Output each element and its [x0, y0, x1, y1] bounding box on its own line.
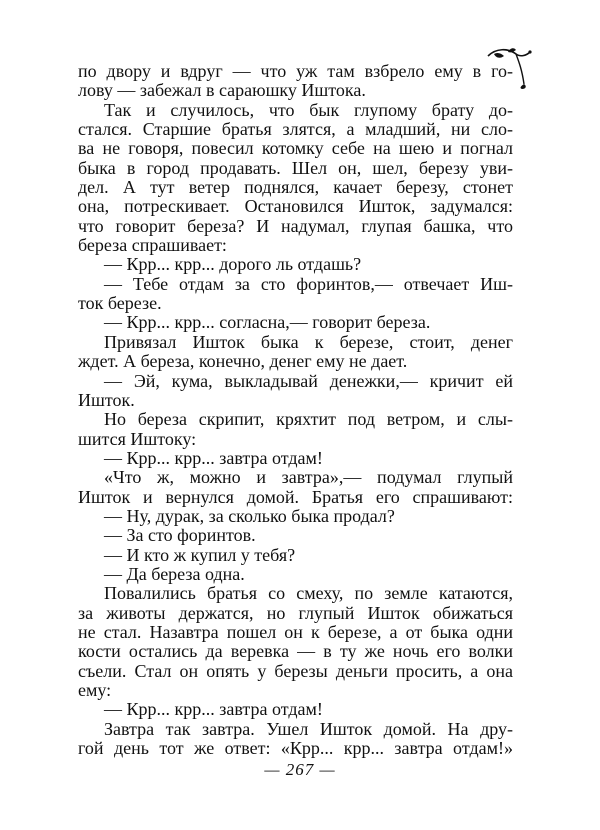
text-line: — Ну, дурак, за сколько быка продал?	[104, 505, 395, 526]
text-line: ток березе.	[78, 293, 162, 314]
text-line: — За сто форинтов.	[104, 525, 256, 546]
text-line: — Крр... крр... завтра отдам!	[104, 447, 323, 468]
text-line: по двору и вдруг — что уж там взбрело ему в го-	[78, 61, 513, 81]
text-line: ему:	[78, 680, 112, 700]
text-line: дел. А тут ветер поднялся, качает березу, стонет	[78, 177, 513, 198]
text-line: — Крр... крр... дорого ль отдашь?	[104, 254, 362, 275]
text-line: Ишток.	[78, 389, 135, 410]
text-line: — Да береза одна.	[104, 563, 245, 584]
text-line: ва не говоря, повесил котомку себе на шею и погнал	[78, 138, 513, 159]
text-line: — Эй, кума, выкладывай денежки,— кричит ей	[104, 370, 513, 391]
text-line: «Что ж, можно и завтра»,— подумал глупый	[104, 467, 513, 488]
text-line: шится Иштоку:	[78, 428, 197, 449]
page-number: — 267 —	[264, 760, 336, 779]
text-line: — Тебе отдам за сто форинтов,— отвечает Иш-	[104, 273, 513, 294]
text-line: Повалились братья со смеху, по земле катаются,	[104, 583, 513, 604]
text-line: стался. Старшие братья злятся, а младший, ни сло-	[78, 119, 513, 140]
text-line: она, потрескивает. Остановился Ишток, задумался:	[78, 196, 513, 217]
text-line: быка в город продавать. Шел он, шел, березу уви-	[78, 157, 513, 178]
text-line: Но береза скрипит, кряхтит под ветром, и слы-	[104, 409, 513, 430]
text-line: береза спрашивает:	[78, 235, 227, 256]
text-line: лову — забежал в сараюшку Иштока.	[78, 80, 366, 101]
text-line: Так и случилось, что бык глупому брату до-	[104, 99, 513, 120]
text-line: — Крр... крр... завтра отдам!	[104, 699, 323, 720]
page-body-text	[78, 62, 513, 758]
text-line: Привязал Ишток быка к березе, стоит, денег	[104, 331, 513, 352]
text-line: — Крр... крр... согласна,— говорит береза.	[104, 312, 431, 333]
text-line: Завтра так завтра. Ушел Ишток домой. На дру-	[104, 718, 513, 739]
text-line: гой день тот же ответ: «Крр... крр... завтра отдам!»	[78, 738, 513, 759]
text-line: что говорит береза? И надумал, глупая башка, что	[78, 215, 513, 236]
text-line: — И кто ж купил у тебя?	[104, 544, 296, 565]
text-line: ждет. А береза, конечно, денег ему не дает.	[78, 351, 408, 372]
text-line: не стал. Назавтра пошел он к березе, а от быка одни	[78, 621, 513, 642]
text-line: съели. Стал он опять у березы деньги просить, а она	[78, 660, 513, 681]
text-line: за животы держатся, но глупый Ишток обижаться	[78, 602, 513, 623]
text-line: Ишток и вернулся домой. Братья его спрашивают:	[78, 486, 513, 507]
text-line: кости остались да веревка — в ту же ночь его волки	[78, 641, 513, 662]
